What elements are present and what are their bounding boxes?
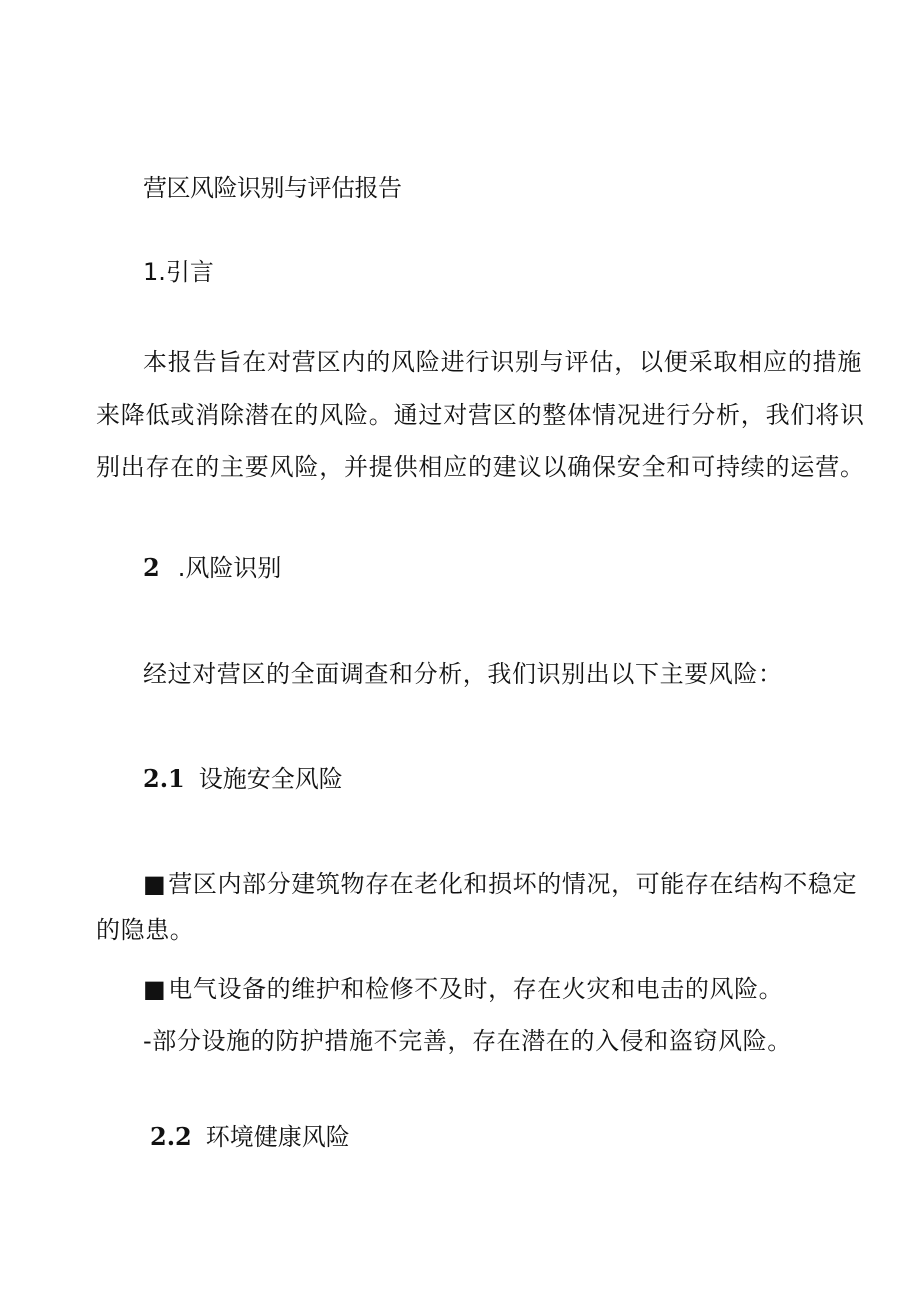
section-number: 2.2 (150, 1122, 192, 1151)
section-heading-facility-safety (143, 763, 343, 795)
section-heading-text: 环境健康风险 (205, 1123, 350, 1151)
intro-paragraph-line-3: 别出存在的主要风险，并提供相应的建议以确保安全和可持续的运营。 (96, 453, 865, 481)
section-number: 2.1 (143, 764, 185, 793)
section-heading-text: 设施安全风险 (198, 765, 343, 793)
square-bullet-icon: ■ (143, 975, 167, 1003)
dash-bullet-icon: - (143, 1027, 153, 1055)
intro-paragraph-line-1: 本报告旨在对营区内的风险进行识别与评估，以便采取相应的措施 (143, 348, 863, 376)
risk-identification-paragraph: 经过对营区的全面调查和分析，我们识别出以下主要风险： (143, 660, 783, 688)
section-number: 2 (143, 553, 160, 582)
list-item-text: 营区内部分建筑物存在老化和损坏的情况，可能存在结构不稳定 (168, 870, 858, 898)
list-item-continuation: 的隐患。 (96, 916, 195, 944)
list-item (143, 1025, 792, 1057)
intro-paragraph-line-2: 来降低或消除潜在的风险。通过对营区的整体情况进行分析，我们将识 (96, 401, 865, 429)
section-heading-risk-identification (143, 552, 281, 584)
list-item (143, 973, 783, 1005)
list-item-text: 电气设备的维护和检修不及时，存在火灾和电击的风险。 (168, 975, 784, 1003)
section-heading-text: .风险识别 (177, 554, 282, 582)
section-heading-environmental-health (150, 1121, 350, 1153)
document-title: 营区风险识别与评估报告 (143, 174, 402, 202)
list-item (143, 868, 857, 900)
square-bullet-icon: ■ (143, 870, 167, 898)
list-item-text: 部分设施的防护措施不完善，存在潜在的入侵和盗窃风险。 (152, 1027, 792, 1055)
section-heading-intro: 1.引言 (143, 258, 214, 286)
